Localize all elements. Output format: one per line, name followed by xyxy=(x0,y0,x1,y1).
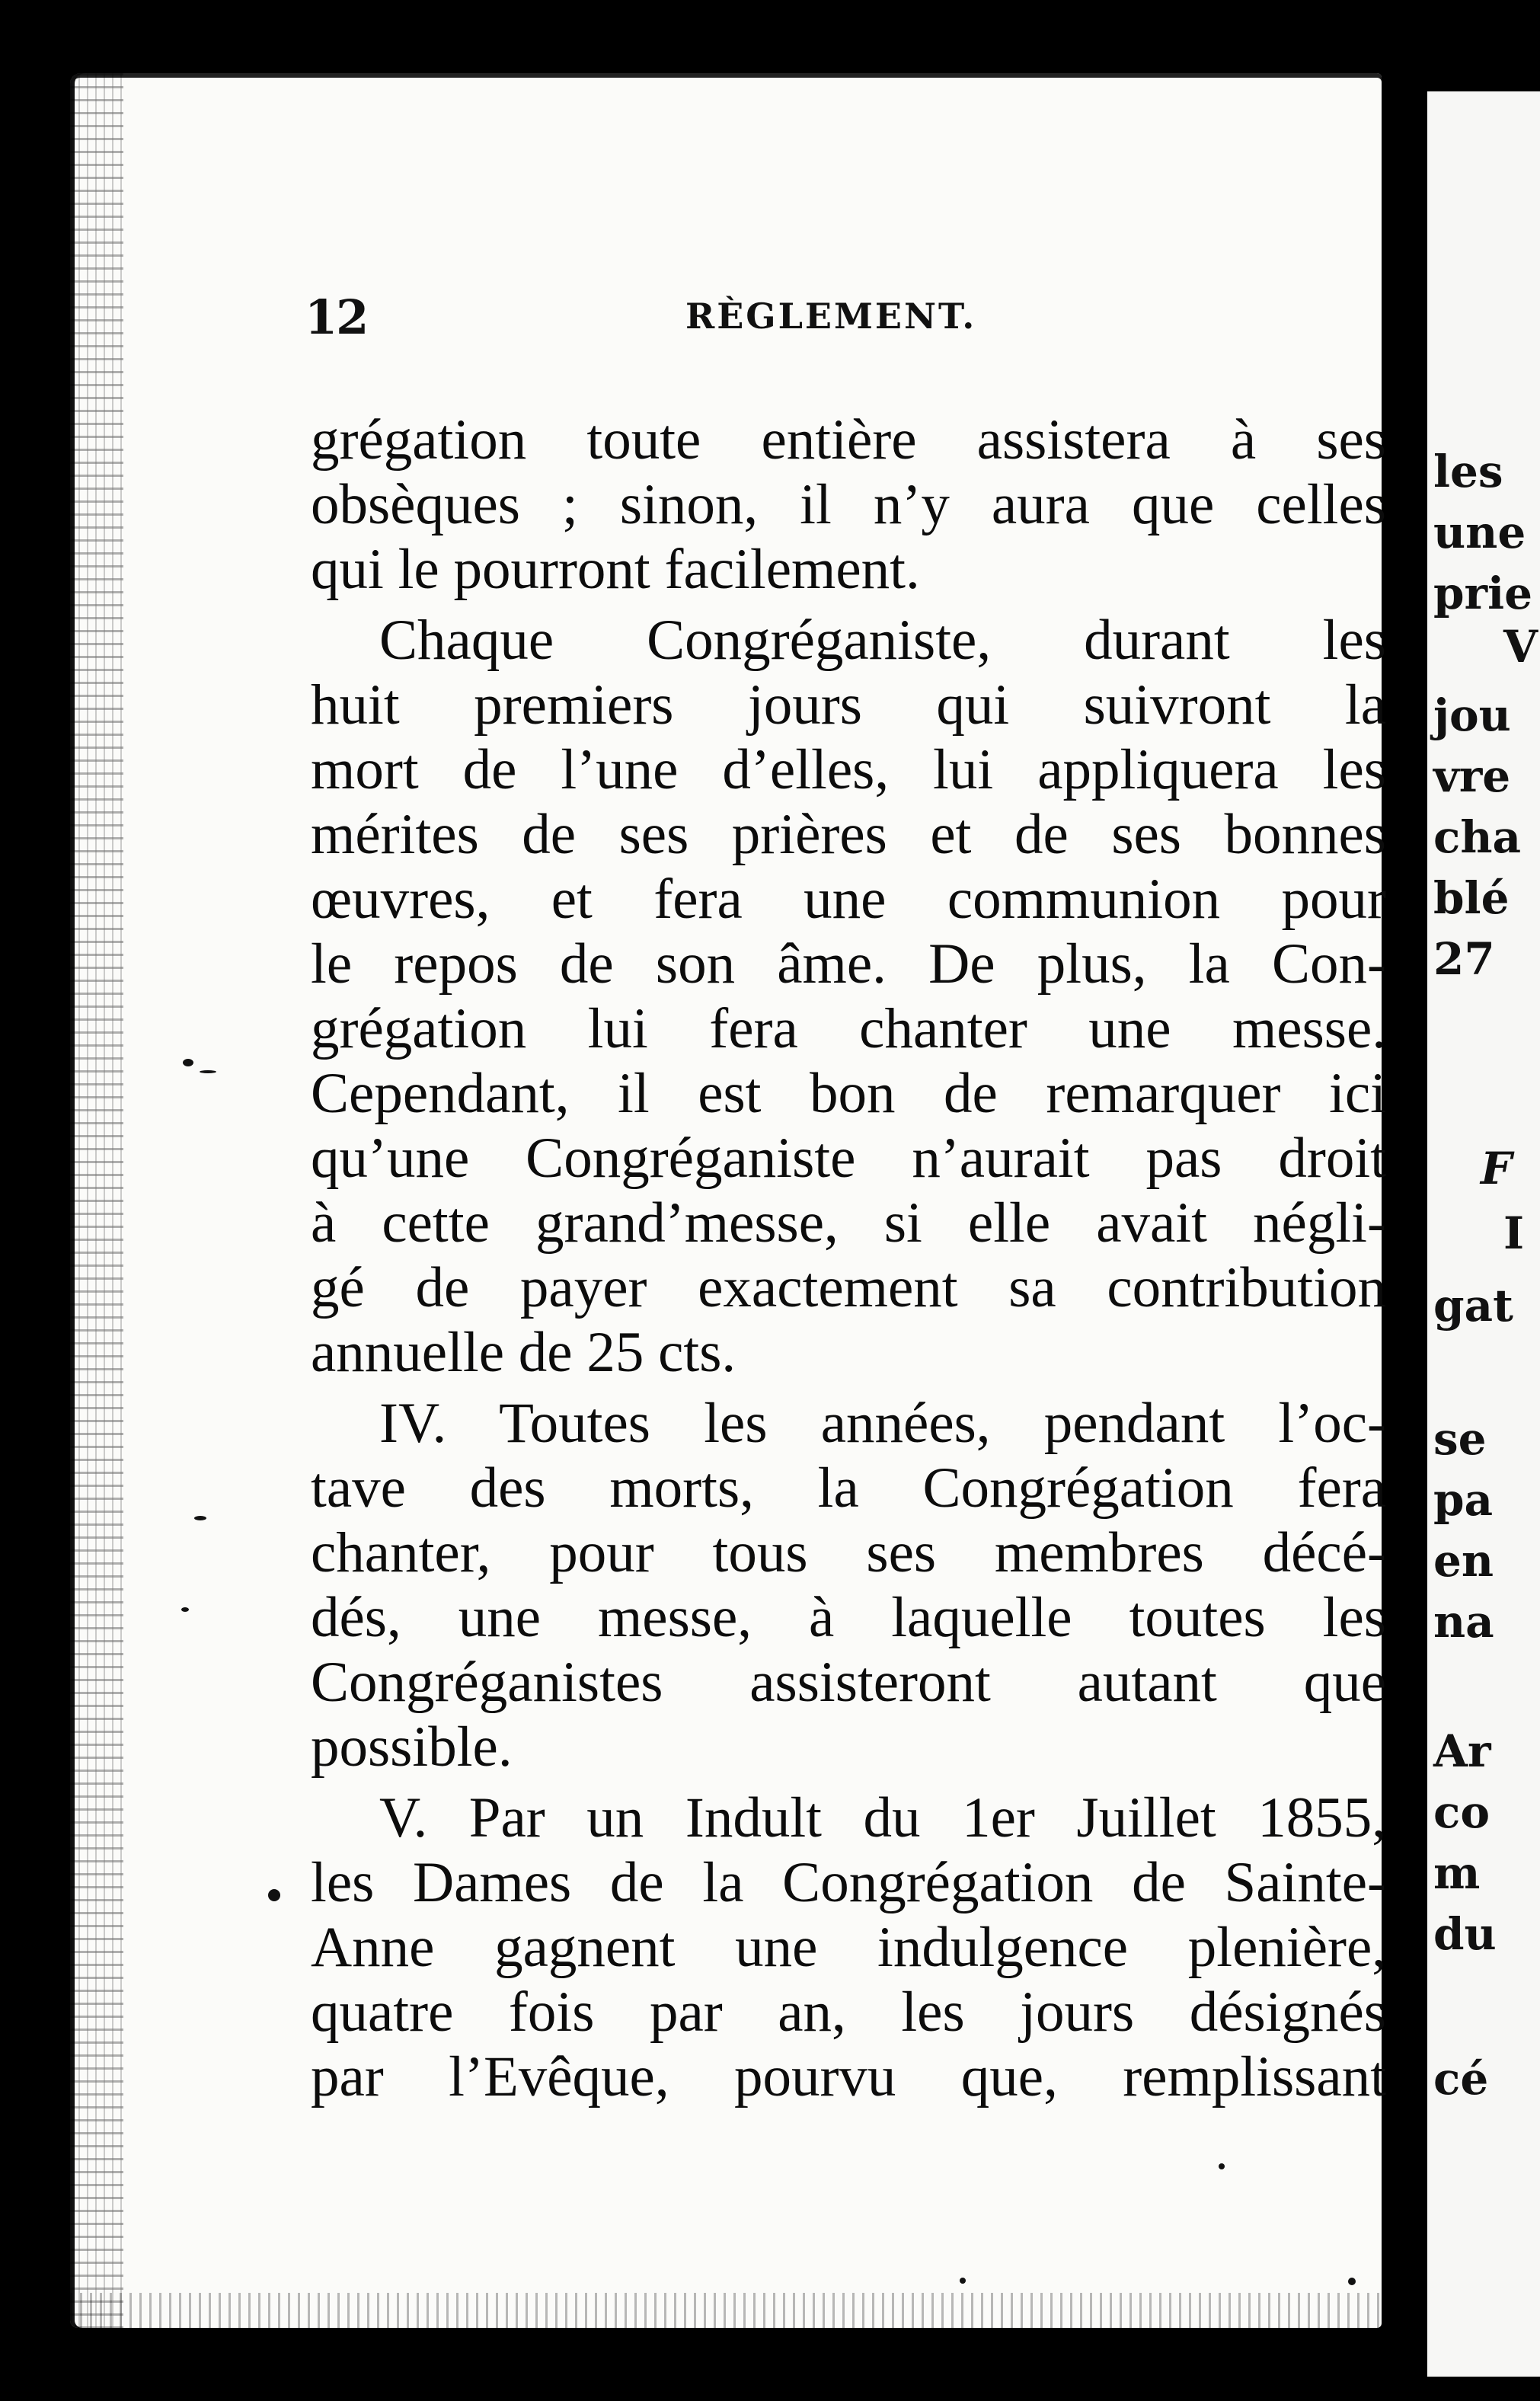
text-line: à cette grand’messe, si elle avait négli- xyxy=(311,1191,1386,1255)
paragraph-4 xyxy=(311,1786,1386,2109)
text-line: V. Par un Indult du 1er Juillet 1855, xyxy=(379,1786,1386,1850)
facing-fragment: F xyxy=(1481,1143,1513,1194)
facing-fragment: une xyxy=(1433,507,1526,558)
paragraph-1 xyxy=(311,408,1386,602)
text-line: le repos de son âme. De plus, la Con- xyxy=(311,932,1386,996)
scan-speck xyxy=(1348,2278,1356,2285)
text-line: gé de payer exactement sa contribution xyxy=(311,1256,1386,1319)
text-line: qui le pourront facilement. xyxy=(311,538,920,601)
text-line: Congréganistes assisteront autant que xyxy=(311,1651,1386,1714)
facing-fragment: gat xyxy=(1433,1280,1513,1332)
running-title: RÈGLEMENT. xyxy=(685,296,977,337)
facing-fragment: du xyxy=(1433,1908,1497,1960)
facing-fragment: vre xyxy=(1433,750,1511,802)
scan-speck xyxy=(194,1516,206,1520)
text-line: qu’une Congréganiste n’aurait pas droit xyxy=(311,1127,1386,1190)
page-edge-wear xyxy=(70,73,123,2328)
facing-fragment: pa xyxy=(1433,1474,1494,1526)
facing-fragment: cé xyxy=(1433,2053,1489,2105)
facing-fragment: en xyxy=(1433,1535,1494,1587)
facing-fragment: Ar xyxy=(1433,1725,1491,1777)
text-line: mérites de ses prières et de ses bonnes xyxy=(311,803,1386,866)
text-line: les Dames de la Congrégation de Sainte- xyxy=(311,1851,1386,1914)
facing-fragment: m xyxy=(1433,1847,1481,1899)
running-header xyxy=(305,289,1386,343)
text-line: Cependant, il est bon de remarquer ici xyxy=(311,1062,1386,1125)
text-line: annuelle de 25 cts. xyxy=(311,1321,736,1384)
facing-fragment: jou xyxy=(1433,689,1511,741)
scan-speck xyxy=(183,1059,193,1066)
text-line: tave des morts, la Congrégation fera xyxy=(311,1456,1386,1520)
scan-speck xyxy=(200,1070,216,1073)
page-number: 12 xyxy=(305,289,368,345)
text-line: huit premiers jours qui suivront la xyxy=(311,673,1386,737)
text-line: Chaque Congréganiste, durant les xyxy=(379,609,1386,672)
text-line: grégation toute entière assistera à ses xyxy=(311,408,1386,472)
text-line: œuvres, et fera une communion pour xyxy=(311,868,1386,931)
paragraph-2 xyxy=(311,608,1386,1385)
scan-speck xyxy=(268,1889,280,1901)
facing-page xyxy=(1427,91,1540,2377)
text-line: IV. Toutes les années, pendant l’oc- xyxy=(379,1392,1386,1455)
page-bottom-wear xyxy=(70,2293,1382,2328)
text-line: obsèques ; sinon, il n’y aura que celles xyxy=(311,473,1386,536)
text-line: quatre fois par an, les jours désignés xyxy=(311,1981,1386,2044)
facing-fragment: 27 xyxy=(1433,933,1495,985)
body-text xyxy=(311,408,1386,2115)
text-line: grégation lui fera chanter une messe. xyxy=(311,997,1386,1060)
facing-fragment: blé xyxy=(1433,872,1510,924)
facing-fragment: V xyxy=(1503,621,1538,673)
text-line: chanter, pour tous ses membres décé- xyxy=(311,1521,1386,1584)
scan-speck xyxy=(1219,2163,1225,2169)
text-line: possible. xyxy=(311,1715,513,1779)
paragraph-3 xyxy=(311,1391,1386,1779)
facing-fragment: cha xyxy=(1433,811,1522,863)
scan-speck xyxy=(960,2278,966,2284)
book-gutter xyxy=(1382,0,1427,2401)
facing-fragment: les xyxy=(1433,446,1503,497)
facing-fragment: co xyxy=(1433,1786,1490,1838)
scan-speck xyxy=(181,1607,189,1612)
facing-fragment: prie xyxy=(1433,567,1533,619)
text-line: dés, une messe, à laquelle toutes les xyxy=(311,1586,1386,1649)
facing-fragment: se xyxy=(1433,1413,1487,1465)
text-line: Anne gagnent une indulgence plenière, xyxy=(311,1916,1386,1979)
text-line: mort de l’une d’elles, lui appliquera les xyxy=(311,738,1386,801)
facing-fragment: na xyxy=(1433,1596,1494,1648)
text-line: par l’Evêque, pourvu que, remplissant xyxy=(311,2045,1386,2108)
facing-fragment: I xyxy=(1503,1207,1525,1259)
